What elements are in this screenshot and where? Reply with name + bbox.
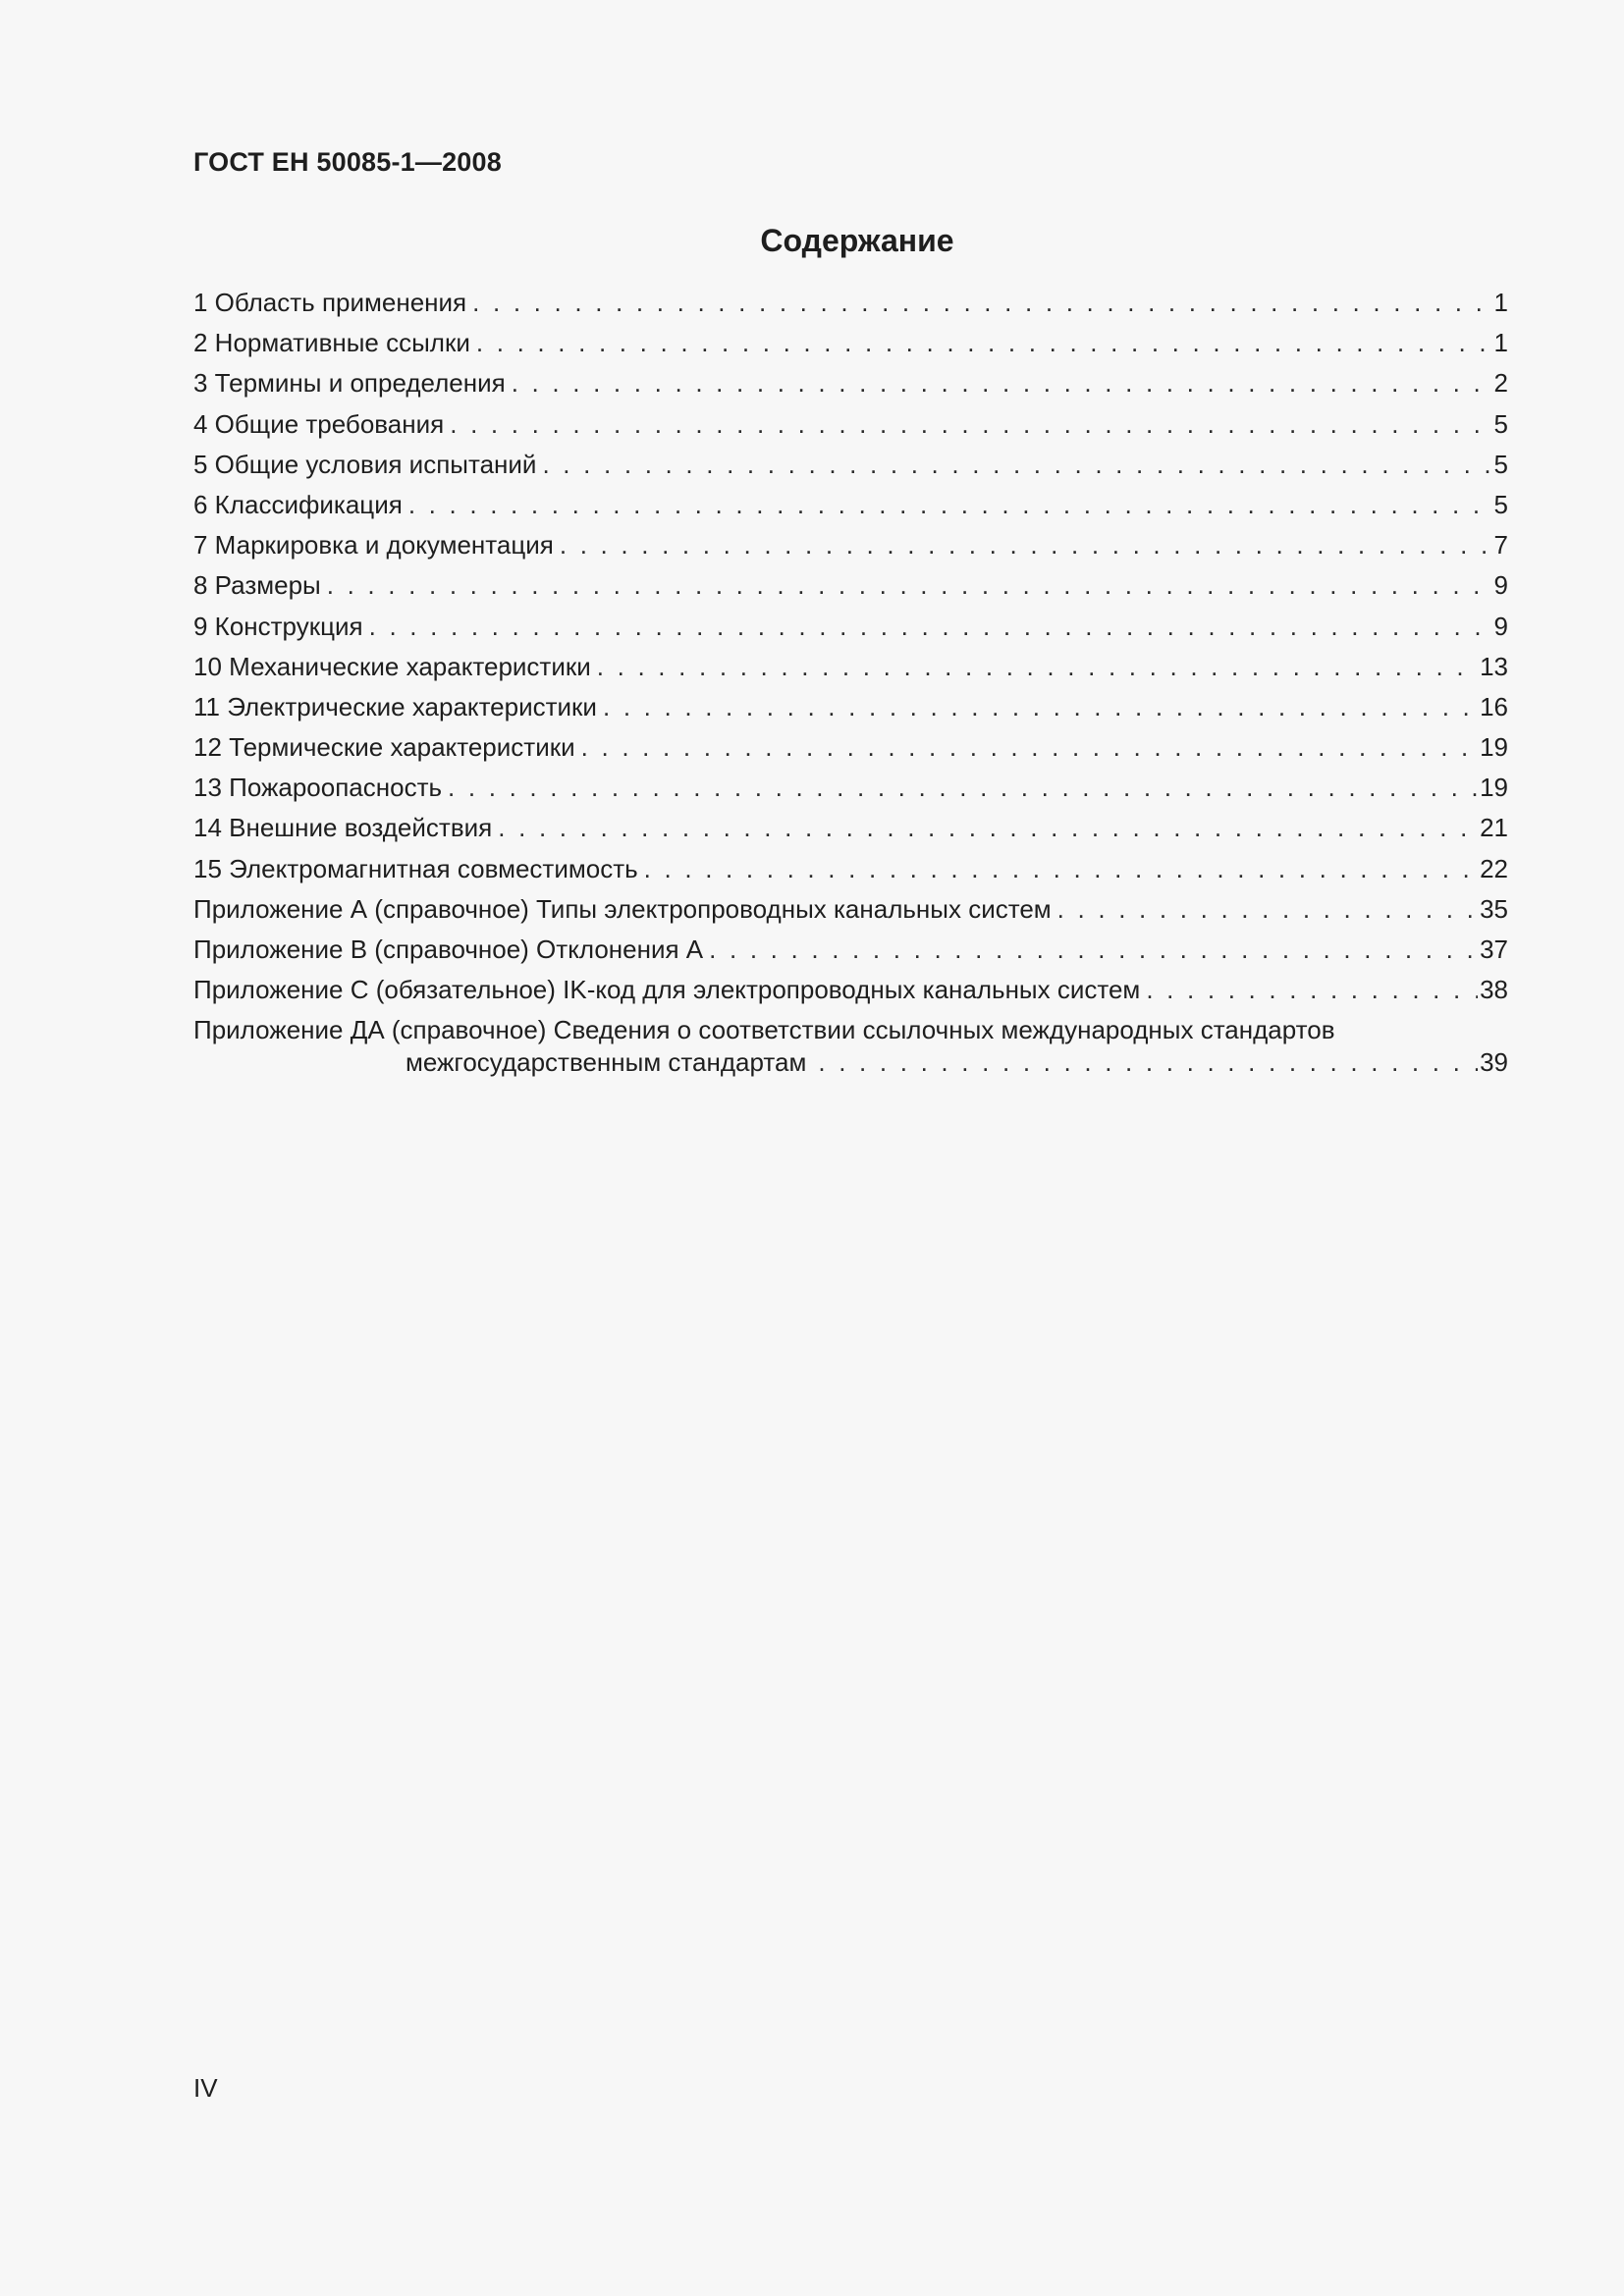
toc-entry-annex-da[interactable] (193, 1014, 1508, 1079)
toc-entry-label: Приложение А (справочное) Типы электропроводных канальных систем (193, 893, 1052, 924)
toc-page-number: 39 (1480, 1047, 1508, 1078)
toc-entry-label: 7 Маркировка и документация (193, 530, 554, 561)
dot-leader (512, 363, 1492, 403)
toc-entry-label: 8 Размеры (193, 570, 321, 601)
toc-entry-label-continued: межгосударственным стандартам (406, 1047, 807, 1078)
toc-entry-label: 12 Термические характеристики (193, 732, 575, 763)
toc-page-number: 5 (1493, 489, 1508, 519)
toc-page-number: 37 (1480, 934, 1508, 964)
toc-page-number: 35 (1480, 893, 1508, 924)
toc-page-number: 5 (1493, 408, 1508, 439)
toc-page-number: 1 (1493, 288, 1508, 317)
toc-page-number: 16 (1480, 691, 1508, 721)
toc-entry-label: Приложение ДА (справочное) Сведения о соответствии ссылочных международных стандартов (193, 1015, 1335, 1045)
toc-entry[interactable] (193, 970, 1508, 1010)
toc-entry-label: Приложение С (обязательное) IK-код для электропроводных канальных систем (193, 975, 1141, 1005)
toc-page-number: 1 (1493, 328, 1508, 358)
toc-page-number: 2 (1493, 368, 1508, 399)
dot-leader (450, 404, 1491, 445)
toc-entry[interactable] (193, 363, 1508, 403)
toc-page-number: 19 (1480, 732, 1508, 763)
toc-entry[interactable] (193, 485, 1508, 525)
dot-leader (1057, 889, 1478, 930)
dot-leader (560, 525, 1492, 565)
toc-entry[interactable] (193, 768, 1508, 808)
toc-entry[interactable] (193, 727, 1508, 768)
toc-entry[interactable] (193, 525, 1508, 565)
toc-entry[interactable] (193, 445, 1508, 485)
toc-entry[interactable] (193, 889, 1508, 930)
toc-entry[interactable] (193, 930, 1508, 970)
dot-leader (327, 565, 1492, 606)
dot-leader (709, 930, 1478, 970)
toc-page-number: 9 (1493, 570, 1508, 601)
toc-entry-label: 9 Конструкция (193, 611, 363, 641)
toc-entry[interactable] (193, 808, 1508, 848)
dot-leader (498, 808, 1478, 848)
toc-page-number: 5 (1493, 449, 1508, 479)
dot-leader (476, 323, 1492, 363)
toc-page-number: 13 (1480, 651, 1508, 681)
toc-page-number: 9 (1493, 611, 1508, 641)
toc-entry[interactable] (193, 607, 1508, 647)
table-of-contents (193, 283, 1508, 1079)
toc-entry-label: Приложение В (справочное) Отклонения А (193, 934, 704, 964)
toc-entry-label: 1 Область применения (193, 288, 467, 317)
toc-entry-label: 3 Термины и определения (193, 368, 506, 399)
toc-entry[interactable] (193, 849, 1508, 889)
dot-leader (818, 1046, 1478, 1079)
toc-page-number: 22 (1480, 853, 1508, 883)
dot-leader (581, 727, 1478, 768)
toc-page-number: 38 (1480, 975, 1508, 1005)
dot-leader (448, 768, 1478, 808)
toc-entry-label: 14 Внешние воздействия (193, 813, 493, 843)
dot-leader (603, 687, 1478, 727)
toc-entry[interactable] (193, 283, 1508, 323)
dot-leader (408, 485, 1492, 525)
toc-entry-label: 15 Электромагнитная совместимость (193, 853, 638, 883)
toc-entry[interactable] (193, 687, 1508, 727)
toc-entry-label: 5 Общие условия испытаний (193, 449, 537, 479)
dot-leader (542, 445, 1491, 485)
dot-leader (1146, 970, 1478, 1010)
toc-entry-label: 6 Классификация (193, 489, 403, 519)
dot-leader (644, 849, 1478, 889)
dot-leader (597, 647, 1478, 687)
dot-leader (472, 283, 1491, 323)
page-number: IV (193, 2073, 218, 2103)
toc-page-number: 7 (1493, 530, 1508, 561)
toc-entry[interactable] (193, 404, 1508, 445)
toc-title: Содержание (760, 223, 954, 258)
toc-entry[interactable] (193, 565, 1508, 606)
document-code: ГОСТ ЕН 50085-1—2008 (193, 147, 502, 177)
toc-page-number: 19 (1480, 773, 1508, 803)
toc-entry-label: 4 Общие требования (193, 408, 445, 439)
toc-entry-label: 11 Электрические характеристики (193, 691, 597, 721)
toc-entry-label: 10 Механические характеристики (193, 651, 591, 681)
toc-entry[interactable] (193, 323, 1508, 363)
toc-entry-label: 2 Нормативные ссылки (193, 328, 470, 358)
dot-leader (369, 607, 1492, 647)
toc-entry-label: 13 Пожароопасность (193, 773, 443, 803)
toc-entry[interactable] (193, 647, 1508, 687)
toc-page-number: 21 (1480, 813, 1508, 843)
